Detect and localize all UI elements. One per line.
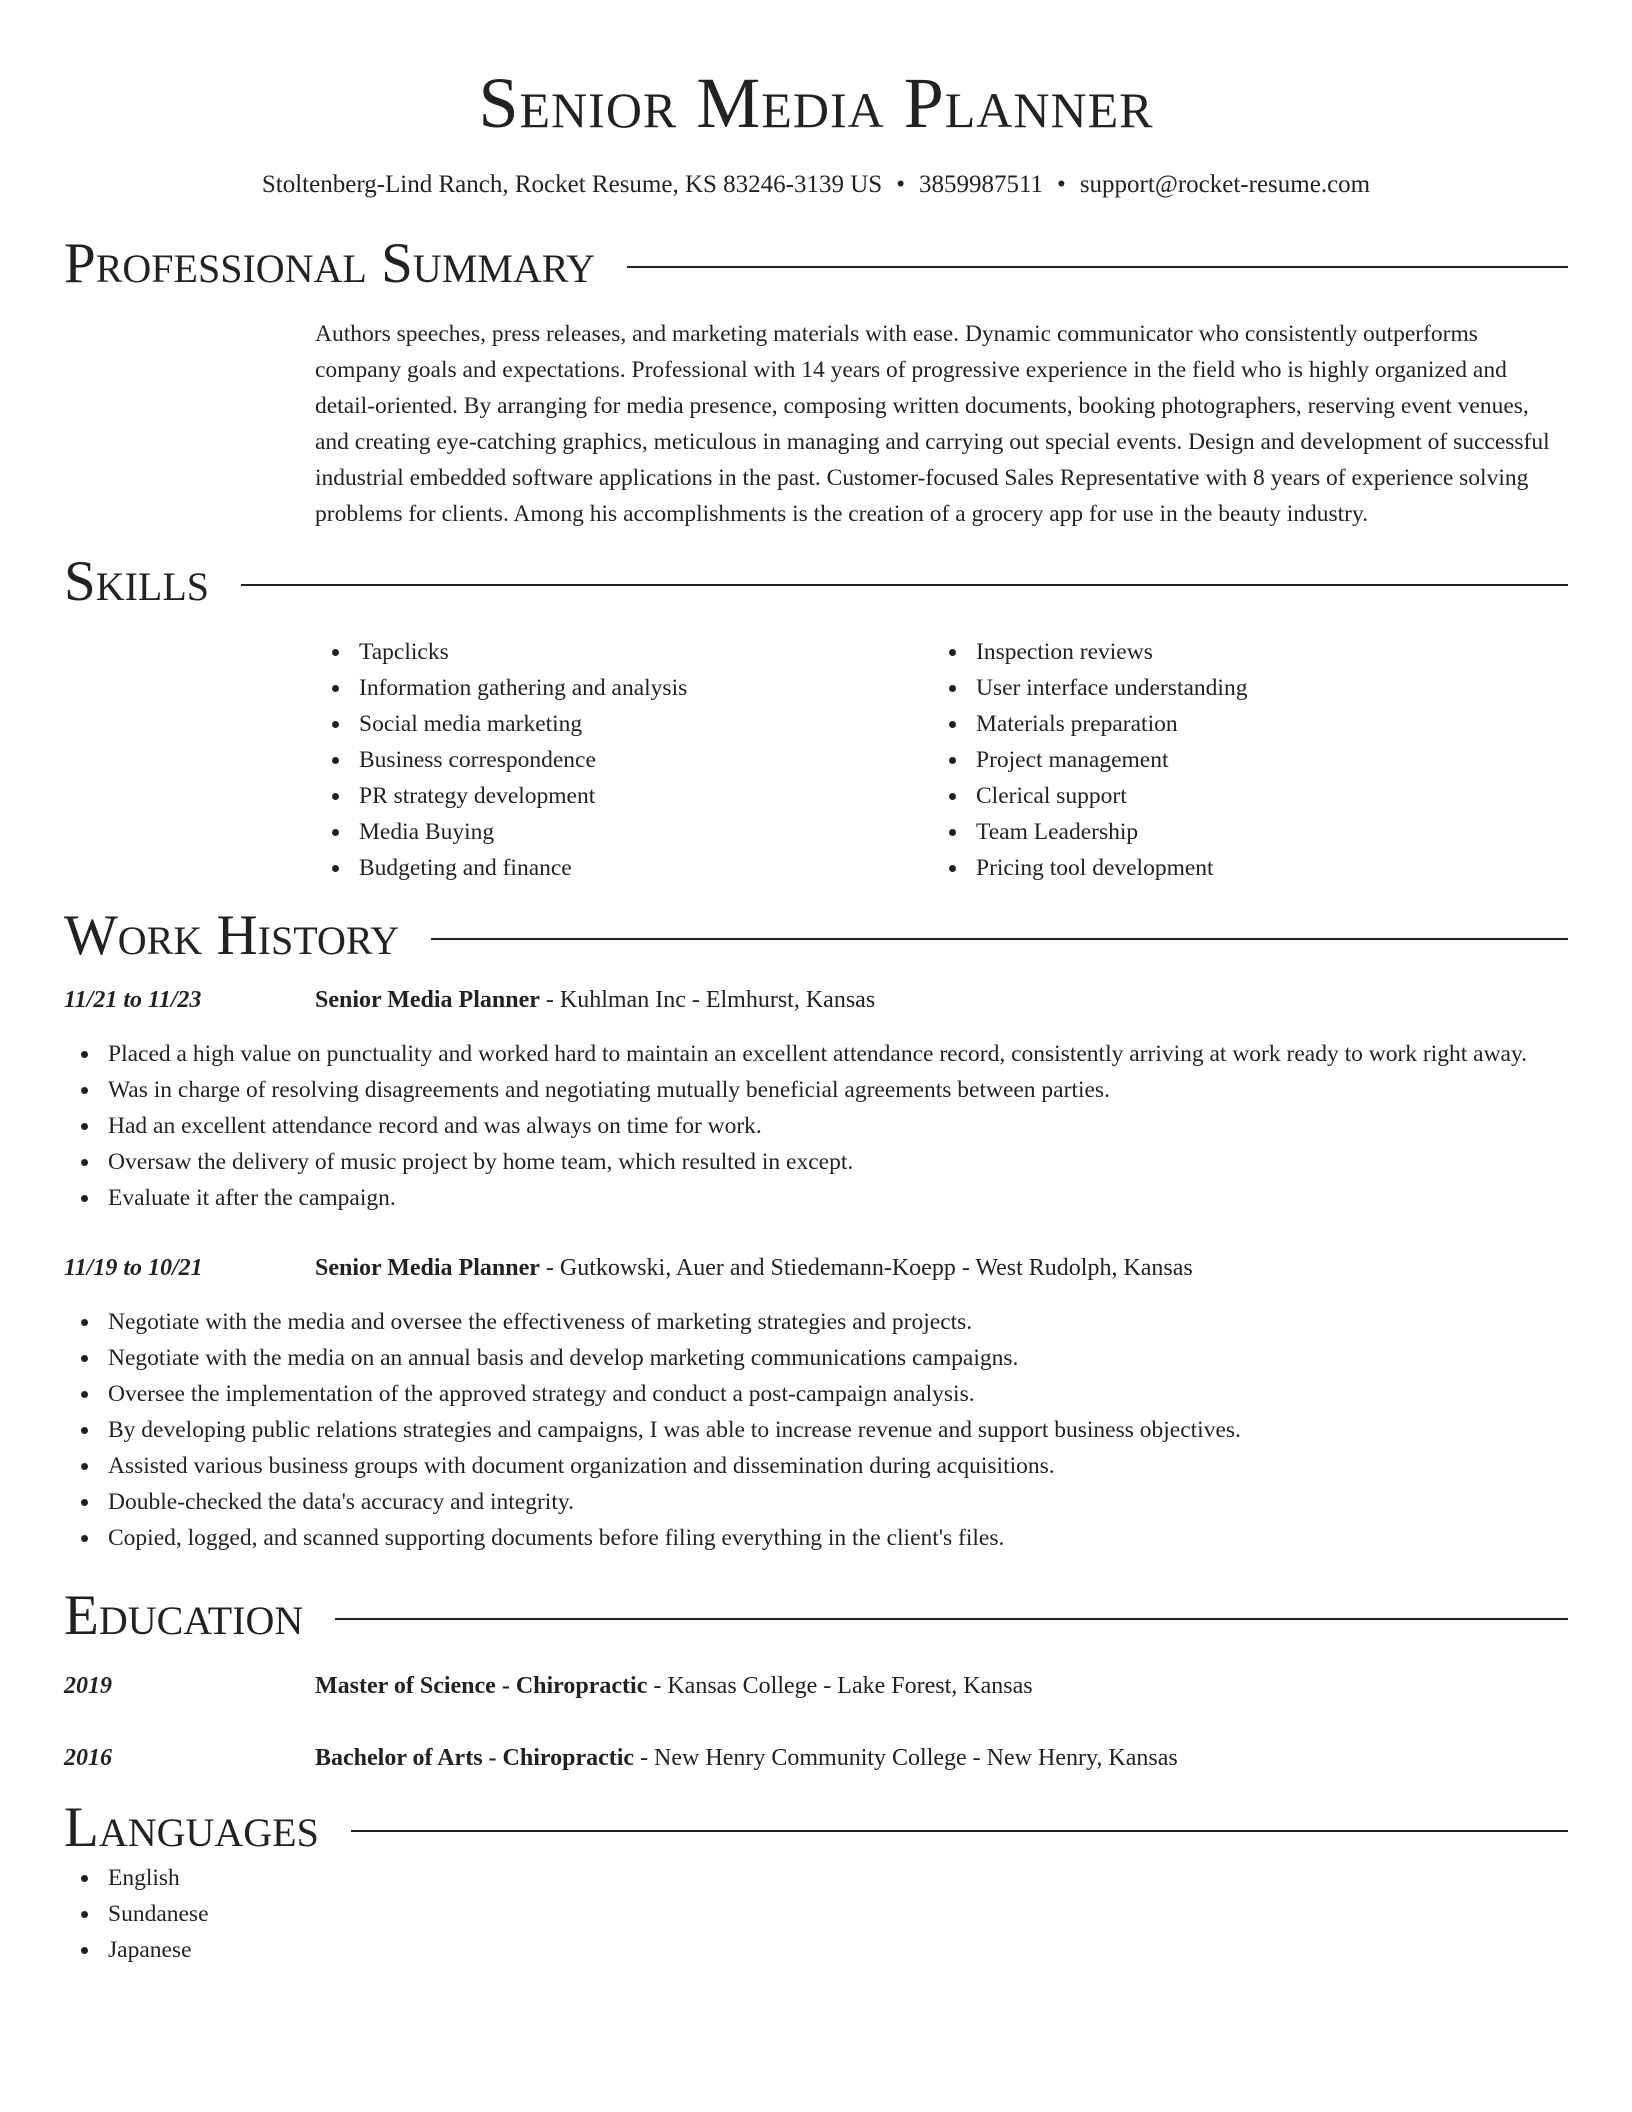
skill-item: Team Leadership [932, 814, 1549, 850]
skill-item: Information gathering and analysis [315, 670, 932, 706]
summary-text: Authors speeches, press releases, and marketing materials with ease. Dynamic communicator who consistently outperforms company goals and expectations. Professional with 14 years of progressive experience in the field who is highly organized and detail-oriented. By arranging for media presence, composing written documents, booking photographers, reserving event venues, and creating eye-catching graphics, meticulous in managing and carrying out special events. Design and development of successful industrial embedded software applications in the past. Customer-focused Sales Representative with 8 years of experience solving problems for clients. Among his accomplishments is the creation of a grocery app for use in the beauty industry. [315, 321, 1550, 527]
job-header [64, 1250, 1568, 1286]
job-bullets [64, 1036, 1568, 1216]
section-divider [351, 1830, 1568, 1832]
job-dates: 11/19 to 10/21 [64, 1255, 203, 1281]
job-bullet: Was in charge of resolving disagreements and negotiating mutually beneficial agreements between parties. [64, 1072, 1568, 1108]
languages-heading: Languages [64, 1796, 319, 1859]
education-degree: Bachelor of Arts - Chiropractic [315, 1745, 635, 1771]
resume-name: Senior Media Planner [478, 63, 1154, 143]
contact-separator: • [1057, 171, 1066, 198]
job-bullet: By developing public relations strategies and campaigns, I was able to increase revenue and support business objectives. [64, 1412, 1568, 1448]
language-item: Sundanese [64, 1896, 1568, 1932]
job-bullet: Negotiate with the media on an annual basis and develop marketing communications campaigns. [64, 1340, 1568, 1376]
skill-item: Clerical support [932, 778, 1549, 814]
job-title-line [315, 1250, 1193, 1286]
education-school: - Kansas College - Lake Forest, Kansas [647, 1673, 1033, 1699]
education-school: - New Henry Community College - New Henry, Kansas [634, 1745, 1178, 1771]
job-bullet: Evaluate it after the campaign. [64, 1180, 1568, 1216]
job-bullet: Negotiate with the media and oversee the effectiveness of marketing strategies and projects. [64, 1304, 1568, 1340]
job-bullet: Double-checked the data's accuracy and integrity. [64, 1484, 1568, 1520]
job-dates: 11/21 to 11/23 [64, 987, 202, 1013]
skill-item: User interface understanding [932, 670, 1549, 706]
job-bullet: Had an excellent attendance record and was always on time for work. [64, 1108, 1568, 1144]
skills-right-column [932, 634, 1549, 886]
section-divider [241, 584, 1568, 586]
education-heading: Education [64, 1584, 304, 1647]
job-bullet: Assisted various business groups with document organization and dissemination during acquisitions. [64, 1448, 1568, 1484]
job-bullet: Placed a high value on punctuality and worked hard to maintain an excellent attendance record, consistently arriving at work ready to work right away. [64, 1036, 1568, 1072]
job-employer: - Gutkowski, Auer and Stiedemann-Koepp - West Rudolph, Kansas [539, 1255, 1193, 1281]
job-entry [64, 982, 1568, 1216]
job-title: Senior Media Planner [315, 1255, 540, 1281]
section-divider [627, 266, 1568, 268]
skill-item: Business correspondence [315, 742, 932, 778]
contact-line [64, 168, 1568, 202]
job-entry [64, 1250, 1568, 1556]
job-header [64, 982, 1568, 1018]
contact-email: support@rocket-resume.com [1079, 171, 1371, 198]
skill-item: Inspection reviews [932, 634, 1549, 670]
languages-section-header [64, 1796, 1568, 1860]
skills-grid [315, 634, 1568, 886]
summary-heading: Professional Summary [64, 232, 596, 295]
skill-item: Tapclicks [315, 634, 932, 670]
skill-item: Pricing tool development [932, 850, 1549, 886]
job-title-line [315, 982, 875, 1018]
job-employer: - Kuhlman Inc - Elmhurst, Kansas [539, 987, 876, 1013]
skill-item: Project management [932, 742, 1549, 778]
education-degree: Master of Science - Chiropractic [315, 1673, 648, 1699]
job-title: Senior Media Planner [315, 987, 540, 1013]
education-year: 2016 [64, 1745, 112, 1771]
section-divider [431, 938, 1568, 940]
resume-page [64, 0, 1568, 1968]
languages-list [64, 1860, 1568, 1968]
skill-item: Social media marketing [315, 706, 932, 742]
skill-item: Materials preparation [932, 706, 1549, 742]
skill-item: PR strategy development [315, 778, 932, 814]
skill-item: Budgeting and finance [315, 850, 932, 886]
job-bullet: Copied, logged, and scanned supporting documents before filing everything in the client's files. [64, 1520, 1568, 1556]
skill-item: Media Buying [315, 814, 932, 850]
education-entry [64, 1740, 1568, 1776]
summary-section-header [64, 232, 1568, 296]
contact-phone: 3859987511 [918, 171, 1044, 198]
work-heading: Work History [64, 904, 400, 967]
skills-left-column [315, 634, 932, 886]
skills-section-header [64, 550, 1568, 614]
education-entry [64, 1668, 1568, 1704]
job-bullet: Oversee the implementation of the approved strategy and conduct a post-campaign analysis. [64, 1376, 1568, 1412]
skills-heading: Skills [64, 550, 210, 613]
language-item: English [64, 1860, 1568, 1896]
job-bullet: Oversaw the delivery of music project by home team, which resulted in except. [64, 1144, 1568, 1180]
education-line [315, 1668, 1033, 1704]
language-item: Japanese [64, 1932, 1568, 1968]
education-line [315, 1740, 1178, 1776]
job-bullets [64, 1304, 1568, 1556]
work-section-header [64, 904, 1568, 968]
contact-address: Stoltenberg-Lind Ranch, Rocket Resume, KS 83246-3139 US [261, 171, 883, 198]
contact-separator: • [896, 171, 905, 198]
section-divider [335, 1618, 1568, 1620]
education-section-header [64, 1584, 1568, 1648]
education-year: 2019 [64, 1673, 112, 1699]
